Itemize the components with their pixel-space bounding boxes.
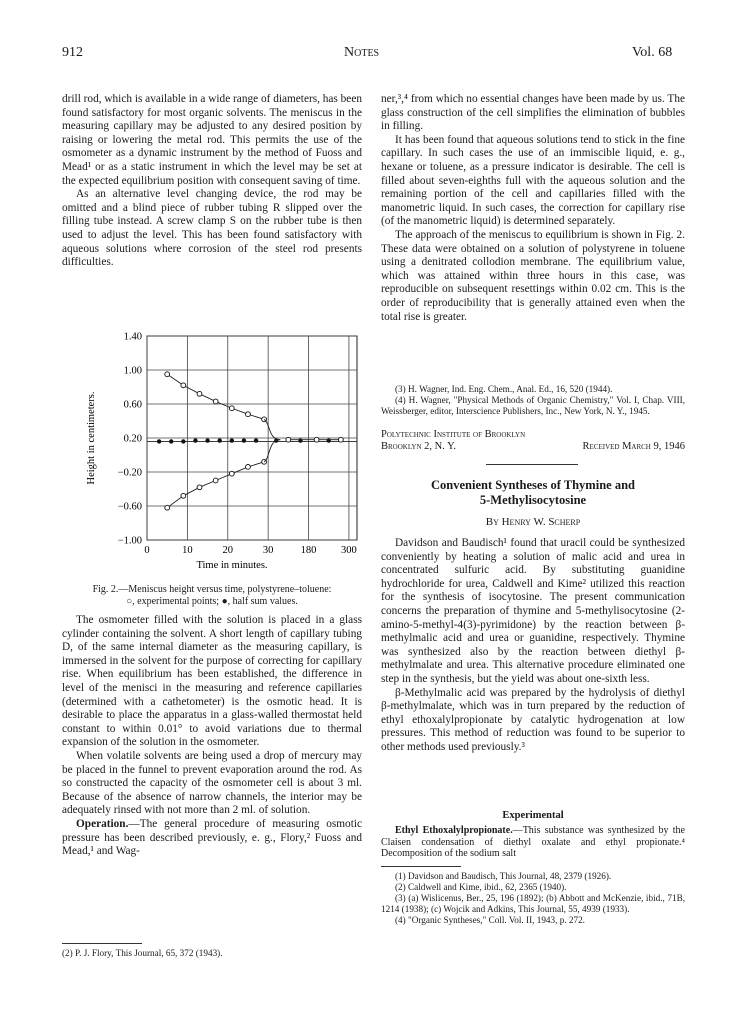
right-footnotes-1 — [381, 384, 685, 417]
half-sum-point — [217, 438, 221, 442]
volume-label: Vol. 68 — [632, 45, 673, 60]
experimental-point — [246, 465, 251, 470]
article-title — [381, 478, 685, 508]
article-title-line-2: 5-Methylisocytosine — [479, 493, 587, 507]
footnote-4: (4) H. Wagner, "Physical Methods of Organic Chemistry," Vol. I, Chap. VIII, Weissberger, editor, Interscience Publishers, Inc., New York, N. Y., 1945. — [381, 395, 685, 416]
half-sum-point — [230, 438, 234, 442]
half-sum-point — [254, 438, 258, 442]
half-sum-point — [298, 438, 302, 442]
half-sum-point — [242, 438, 246, 442]
received-date: Received March 9, 1946 — [582, 441, 685, 452]
figure-2-chart — [62, 330, 362, 580]
x-tick-label: 300 — [341, 545, 357, 556]
left-column-bottom — [62, 614, 362, 859]
right-para-4: Davidson and Baudisch¹ found that uracil could be synthesized conveniently by heating a solution of malic acid and urea in concentrated sulfuric acid. By substituting guanidine hydrochloride for urea, Caldwell and Kime² utilized this reaction for the synthesis of isocytosine. The present communication concerns the preparation of thymine and 5-methylisocytosine (2-amino-5-methyl-4(3)-pyrimidone) by the reaction between β-methylmalic acid and urea or guanidine, respectively. Thymine was synthesized also by the reaction between diethyl β-methylmalate and urea. This alternative procedure eliminated one step in the synthesis, but the yield was about one-sixth less. — [381, 537, 685, 685]
experimental-point — [165, 505, 170, 510]
experimental-text: —This substance was synthesized by the Claisen condensation of diethyl oxalate and ethyl propionate.⁴ Decomposition of the sodium salt — [381, 825, 685, 859]
right-para-1: ner,³,⁴ from which no essential changes have been made by us. The glass construction of the cell simplifies the elimination of bubbles in filling. — [381, 93, 685, 133]
experimental-point — [181, 493, 186, 498]
reference-4: (4) "Organic Syntheses," Coll. Vol. II, 1943, p. 272. — [395, 915, 585, 925]
section-rule — [486, 464, 578, 465]
experimental-point — [165, 372, 170, 377]
x-tick-label: 0 — [144, 545, 150, 556]
left-para-5: —The general procedure of measuring osmotic pressure has been described previously, e. g., Flory,² Fuoss and Mead,¹ and Wag- — [62, 817, 362, 858]
y-tick-label: 1.00 — [123, 365, 142, 377]
footnote-rule-left — [62, 943, 142, 944]
experimental-point — [213, 478, 218, 483]
x-tick-label: 30 — [262, 545, 274, 556]
x-axis-label: Time in minutes. — [196, 560, 268, 571]
left-para-1: drill rod, which is available in a wide range of diameters, has been found satisfactory for most organic solvents. The meniscus in the measuring capillary may be adjusted to any desired position by raising or lowering the metal rod. This permits the use of the osmometer as a dynamic instrument by the method of Fuoss and Mead¹ or as a static instrument in which the level may be set at the expected equilibrium position with consequent saving of time. — [62, 93, 362, 187]
left-para-3: The osmometer filled with the solution is placed in a glass cylinder containing the solvent. A short length of capillary tubing D, of the same internal diameter as the measuring capillary, is immersed in the solvent for the purpose of correcting for capillary rise. When equilibrium has been established, the difference in level of the menisci in the measuring and reference capillaries (determined with a cathetometer) is the osmotic head. It is desirable to place the apparatus in a glass-walled thermostat held constant to within 0.01° to avoid variations due to thermal expansion of the solution in the osmometer. — [62, 614, 362, 749]
left-para-4: When volatile solvents are being used a drop of mercury may be placed in the funnel to prevent evaporation around the rod. As so constructed the capacity of the osmometer cell is about 3 ml. Because of the absence of narrow channels, the interior may be adequately rinsed with not more than 2 ml. of solution. — [62, 749, 362, 817]
y-tick-label: 0.20 — [123, 433, 142, 445]
experimental-point — [246, 412, 251, 417]
left-para-2: As an alternative level changing device, the rod may be omitted and a blind piece of rubber tubing R slipped over the filling tube instead. A screw clamp S on the rubber tube is then used to adjust the level. This has been found satisfactory with aqueous solutions where corrosion of the steel rod presents difficulties. — [62, 188, 362, 269]
experimental-point — [338, 437, 343, 442]
footnote-3: (3) H. Wagner, Ind. Eng. Chem., Anal. Ed., 16, 520 (1944). — [395, 384, 613, 394]
right-para-2: It has been found that aqueous solutions tend to stick in the fine capillary. In such cases the use of an immiscible liquid, e. g., hexane or toluene, as a pressure indicator is desirable. The cell is filled about seven-eighths full with the aqueous solution and the remaining portion of the cell and capillaries filled with the manometric liquid. In such cases, the correction for capillary rise (of the manometric liquid) is determined separately. — [381, 133, 685, 228]
y-tick-label: −0.20 — [117, 467, 142, 479]
y-tick-label: −0.60 — [117, 501, 142, 513]
experimental-subheading: Ethyl Ethoxalylpropionate. — [395, 825, 513, 836]
half-sum-point — [157, 439, 161, 443]
half-sum-point — [205, 438, 209, 442]
y-tick-label: 1.40 — [123, 331, 142, 343]
figure-caption — [62, 584, 362, 608]
affiliation-line-1: Polytechnic Institute of Brooklyn — [381, 429, 526, 440]
experimental-point — [229, 471, 234, 476]
half-sum-point — [327, 438, 331, 442]
page-number: 912 — [62, 45, 83, 60]
y-axis-label: Height in centimeters. — [86, 391, 97, 485]
experimental-point — [197, 485, 202, 490]
experimental-point — [181, 383, 186, 388]
caption-line-1: Fig. 2.—Meniscus height versus time, polystyrene–toluene: — [92, 584, 332, 595]
half-sum-point — [181, 439, 185, 443]
experimental-point — [197, 391, 202, 396]
right-para-5: β-Methylmalic acid was prepared by the hydrolysis of diethyl β-methylmalate, which was in turn prepared by the reduction of ethyl ethoxalylpropionate by catalytic hydrogenation at low pressures. This method of reduction was found to be superior to other methods used previously.³ — [381, 686, 685, 753]
reference-2: (2) Caldwell and Kime, ibid., 62, 2365 (1940). — [395, 882, 567, 892]
experimental-heading: Experimental — [502, 810, 564, 821]
right-references — [381, 871, 685, 926]
reference-3: (3) (a) Wislicenus, Ber., 25, 196 (1892); (b) Abbott and McKenzie, ibid., 71B, 1214 (1938); (c) Wojcik and Adkins, This Journal, 55, 4939 (1933). — [381, 893, 685, 914]
caption-line-2: ○, experimental points; ●, half sum values. — [126, 596, 298, 607]
upper-converge-curve — [264, 419, 280, 439]
x-tick-label: 180 — [300, 545, 317, 556]
experimental-body — [381, 825, 685, 860]
article-title-line-1: Convenient Syntheses of Thymine and — [431, 478, 635, 492]
x-tick-label: 10 — [182, 545, 193, 556]
running-header: Notes — [344, 45, 380, 60]
experimental-point — [314, 437, 319, 442]
operation-heading: Operation. — [76, 817, 129, 830]
half-sum-point — [193, 438, 197, 442]
reference-1: (1) Davidson and Baudisch, This Journal, 48, 2379 (1926). — [395, 871, 612, 881]
experimental-point — [286, 437, 291, 442]
right-column-body — [381, 537, 685, 755]
y-tick-label: −1.00 — [117, 535, 142, 547]
half-sum-point — [169, 439, 173, 443]
footnote-rule-right — [381, 866, 461, 867]
y-tick-label: 0.60 — [123, 399, 142, 411]
footnote-2: (2) P. J. Flory, This Journal, 65, 372 (1943). — [62, 948, 223, 958]
x-tick-label: 20 — [222, 545, 234, 556]
right-column-top — [381, 93, 685, 324]
affiliation-line-2: Brooklyn 2, N. Y. — [381, 441, 456, 452]
right-para-3: The approach of the meniscus to equilibrium is shown in Fig. 2. These data were obtained on a solution of polystyrene in toluene using a denitrated collodion membrane. The equilibrium value, which was attained within three hours in this case, was reproducible on subsequent resettings within 0.02 cm. This is the order of reproducibility that is generally attained even when the total rise is greater. — [381, 228, 685, 323]
affiliation — [381, 429, 685, 453]
experimental-point — [213, 399, 218, 404]
byline: By Henry W. Scherp — [485, 516, 581, 528]
experimental-point — [229, 406, 234, 411]
lower-converge-curve — [264, 440, 280, 462]
left-column-top — [62, 93, 362, 270]
